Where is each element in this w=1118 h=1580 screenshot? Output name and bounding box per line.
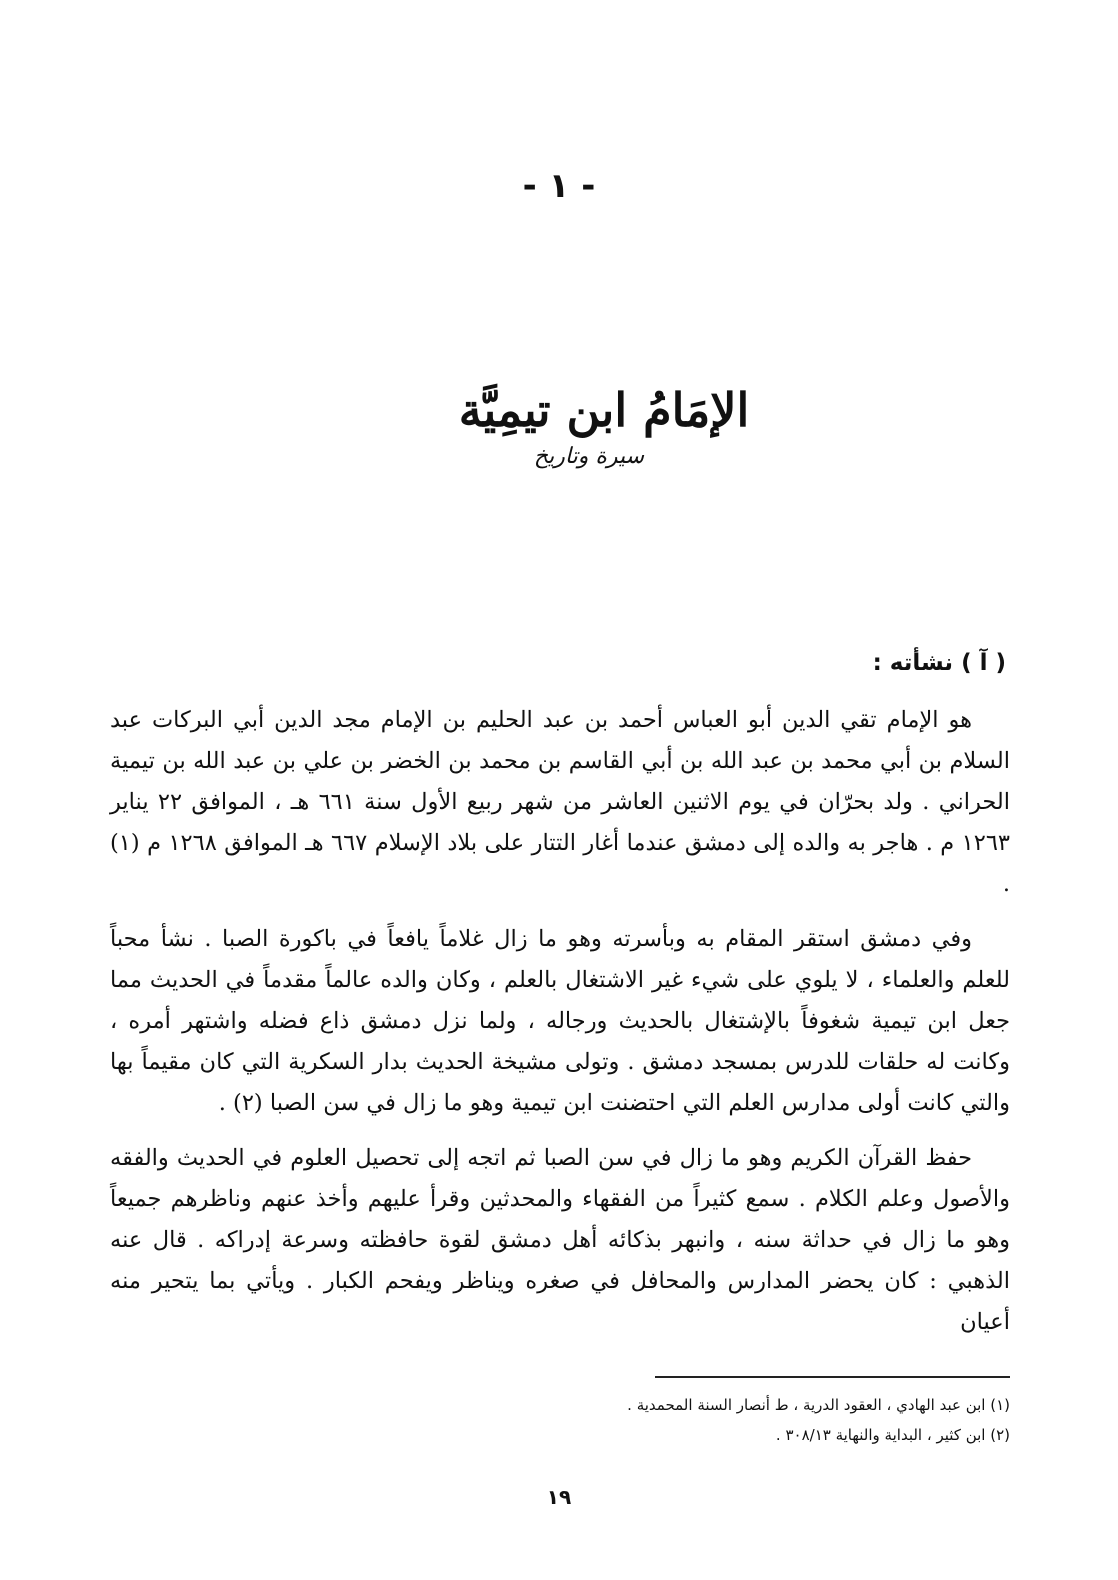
footnote: (٢) ابن كثير ، البداية والنهاية ٣٠٨/١٣ .: [775, 1426, 1010, 1444]
footnote: (١) ابن عبد الهادي ، العقود الدرية ، ط أنصار السنة المحمدية .: [627, 1396, 1010, 1414]
chapter-number: - ١ -: [522, 166, 596, 206]
book-title: الإمَامُ ابن تيمِيَّة: [458, 383, 750, 437]
footnote-divider: [655, 1376, 1010, 1378]
paragraph: وفي دمشق استقر المقام به وبأسرته وهو ما زال غلاماً يافعاً في باكورة الصبا . نشأ محباً للعلم والعلماء ، لا يلوي على شيء غير الاشتغال بالعلم ، وكان والده عالماً مقدماً في الحديث مما جعل ابن تيمية شغوفاً بالإشتغال بالحديث ورجاله ، ولما نزل دمشق ذاع فضله واشتهر أمره ، وكانت له حلقات للدرس بمسجد دمشق . وتولى مشيخة الحديث بدار السكرية التي كان مقيماً بها والتي كانت أولى مدارس العلم التي احتضنت ابن تيمية وهو ما زال في سن الصبا (٢) .: [110, 926, 1010, 1116]
book-subtitle: سيرة وتاريخ: [533, 444, 645, 469]
section-heading: ( آ ) نشأته :: [872, 650, 1006, 676]
page-number: ١٩: [546, 1485, 572, 1509]
paragraph: هو الإمام تقي الدين أبو العباس أحمد بن عبد الحليم بن الإمام مجد الدين أبي البركات عبد السلام بن أبي محمد بن عبد الله بن أبي القاسم بن محمد بن الخضر بن علي بن عبد الله بن تيمية الحراني . ولد بحرّان في يوم الاثنين العاشر من شهر ربيع الأول سنة ٦٦١ هـ ، الموافق ٢٢ يناير ١٢٦٣ م . هاجر به والده إلى دمشق عندما أغار التتار على بلاد الإسلام ٦٦٧ هـ الموافق ١٢٦٨ م (١) .: [110, 707, 1011, 897]
paragraph: حفظ القرآن الكريم وهو ما زال في سن الصبا ثم اتجه إلى تحصيل العلوم في الحديث والفقه والأصول وعلم الكلام . سمع كثيراً من الفقهاء والمحدثين وقرأ عليهم وأخذ عنهم وناظرهم جميعاً وهو ما زال في حداثة سنه ، وانبهر بذكائه أهل دمشق لقوة حافظته وسرعة إدراكه . قال عنه الذهبي : كان يحضر المدارس والمحافل في صغره ويناظر ويفحم الكبار . ويأتي بما يتحير منه أعيان: [110, 1145, 1010, 1335]
footnotes: [110, 1390, 1010, 1450]
title-block: [0, 380, 1118, 472]
body-text: [110, 700, 1010, 1357]
